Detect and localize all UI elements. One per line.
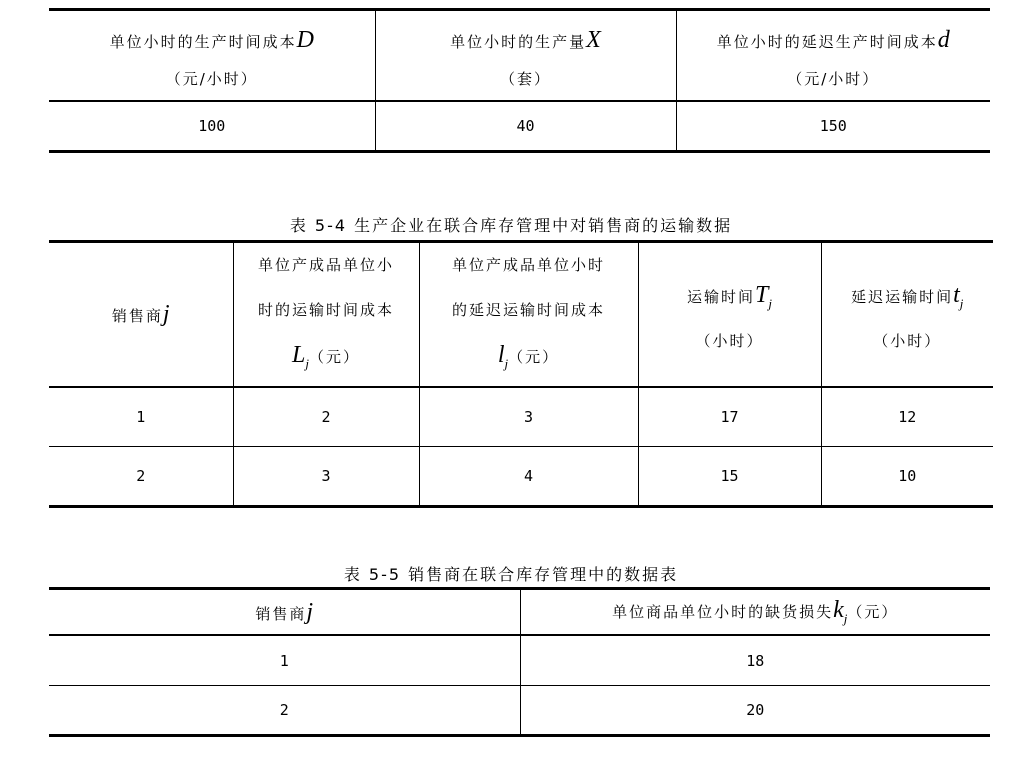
table-header-row xyxy=(49,589,990,636)
production-cost-table xyxy=(49,8,990,153)
table-cell: 4 xyxy=(419,446,638,506)
table-row xyxy=(49,101,990,152)
table-cell: 3 xyxy=(233,446,419,506)
header-transport-cost: 单位产成品单位小 时的运输时间成本 $L_j$（元） xyxy=(233,242,419,387)
var-d: d xyxy=(937,26,950,53)
table-cell: 15 xyxy=(638,446,821,506)
seller-data-table xyxy=(49,587,990,737)
table-cell: 3 xyxy=(419,387,638,447)
table-header-row xyxy=(49,10,990,102)
table-cell: 100 xyxy=(198,117,226,135)
table-cell: 2 xyxy=(279,701,289,719)
table-cell: 40 xyxy=(375,101,676,152)
header-output: 单位小时的生产量X （套） xyxy=(375,10,676,102)
table-cell: 10 xyxy=(821,446,993,506)
header-seller: 销售商j xyxy=(49,589,520,636)
var-L: $L_j$ xyxy=(292,342,309,371)
table-row xyxy=(49,635,990,686)
table-cell: 18 xyxy=(520,635,990,686)
table-row xyxy=(49,387,993,447)
table-cell: 150 xyxy=(676,101,990,152)
header-delay-cost: 单位小时的延迟生产时间成本d （元/小时） xyxy=(676,10,990,102)
table-row xyxy=(49,686,990,736)
table-row xyxy=(49,446,993,506)
header-shortage-loss: 单位商品单位小时的缺货损失$k_j$（元） xyxy=(520,589,990,636)
var-t: $t_j$ xyxy=(953,282,964,311)
table-cell: 12 xyxy=(821,387,993,447)
header-production-cost: 单位小时的生产时间成本D （元/小时） xyxy=(49,10,375,102)
table-cell: 1 xyxy=(49,387,233,447)
var-j: j xyxy=(306,598,314,625)
var-T: $T_j$ xyxy=(755,282,772,311)
table-cell: 1 xyxy=(49,635,520,686)
table-cell: 17 xyxy=(638,387,821,447)
var-j: j xyxy=(162,300,170,327)
table-cell: 2 xyxy=(136,466,146,485)
header-delay-transport-time: 延迟运输时间$t_j$ （小时） xyxy=(821,242,993,387)
var-k: $k_j$ xyxy=(833,597,848,626)
var-l: $l_j$ xyxy=(497,342,509,371)
header-delay-transport-cost: 单位产成品单位小时 的延迟运输时间成本 $l_j$（元） xyxy=(419,242,638,387)
table-caption-5-5: 表 5-5 销售商在联合库存管理中的数据表 xyxy=(343,565,679,584)
table-cell: 20 xyxy=(520,686,990,736)
header-seller: 销售商j xyxy=(49,242,233,387)
var-D: D xyxy=(296,26,314,53)
table-header-row xyxy=(49,242,993,387)
header-transport-time: 运输时间$T_j$ （小时） xyxy=(638,242,821,387)
var-X: X xyxy=(586,26,601,53)
table-caption-5-4: 表 5-4 生产企业在联合库存管理中对销售商的运输数据 xyxy=(289,216,733,235)
transport-data-table xyxy=(49,240,993,508)
table-cell: 2 xyxy=(233,387,419,447)
